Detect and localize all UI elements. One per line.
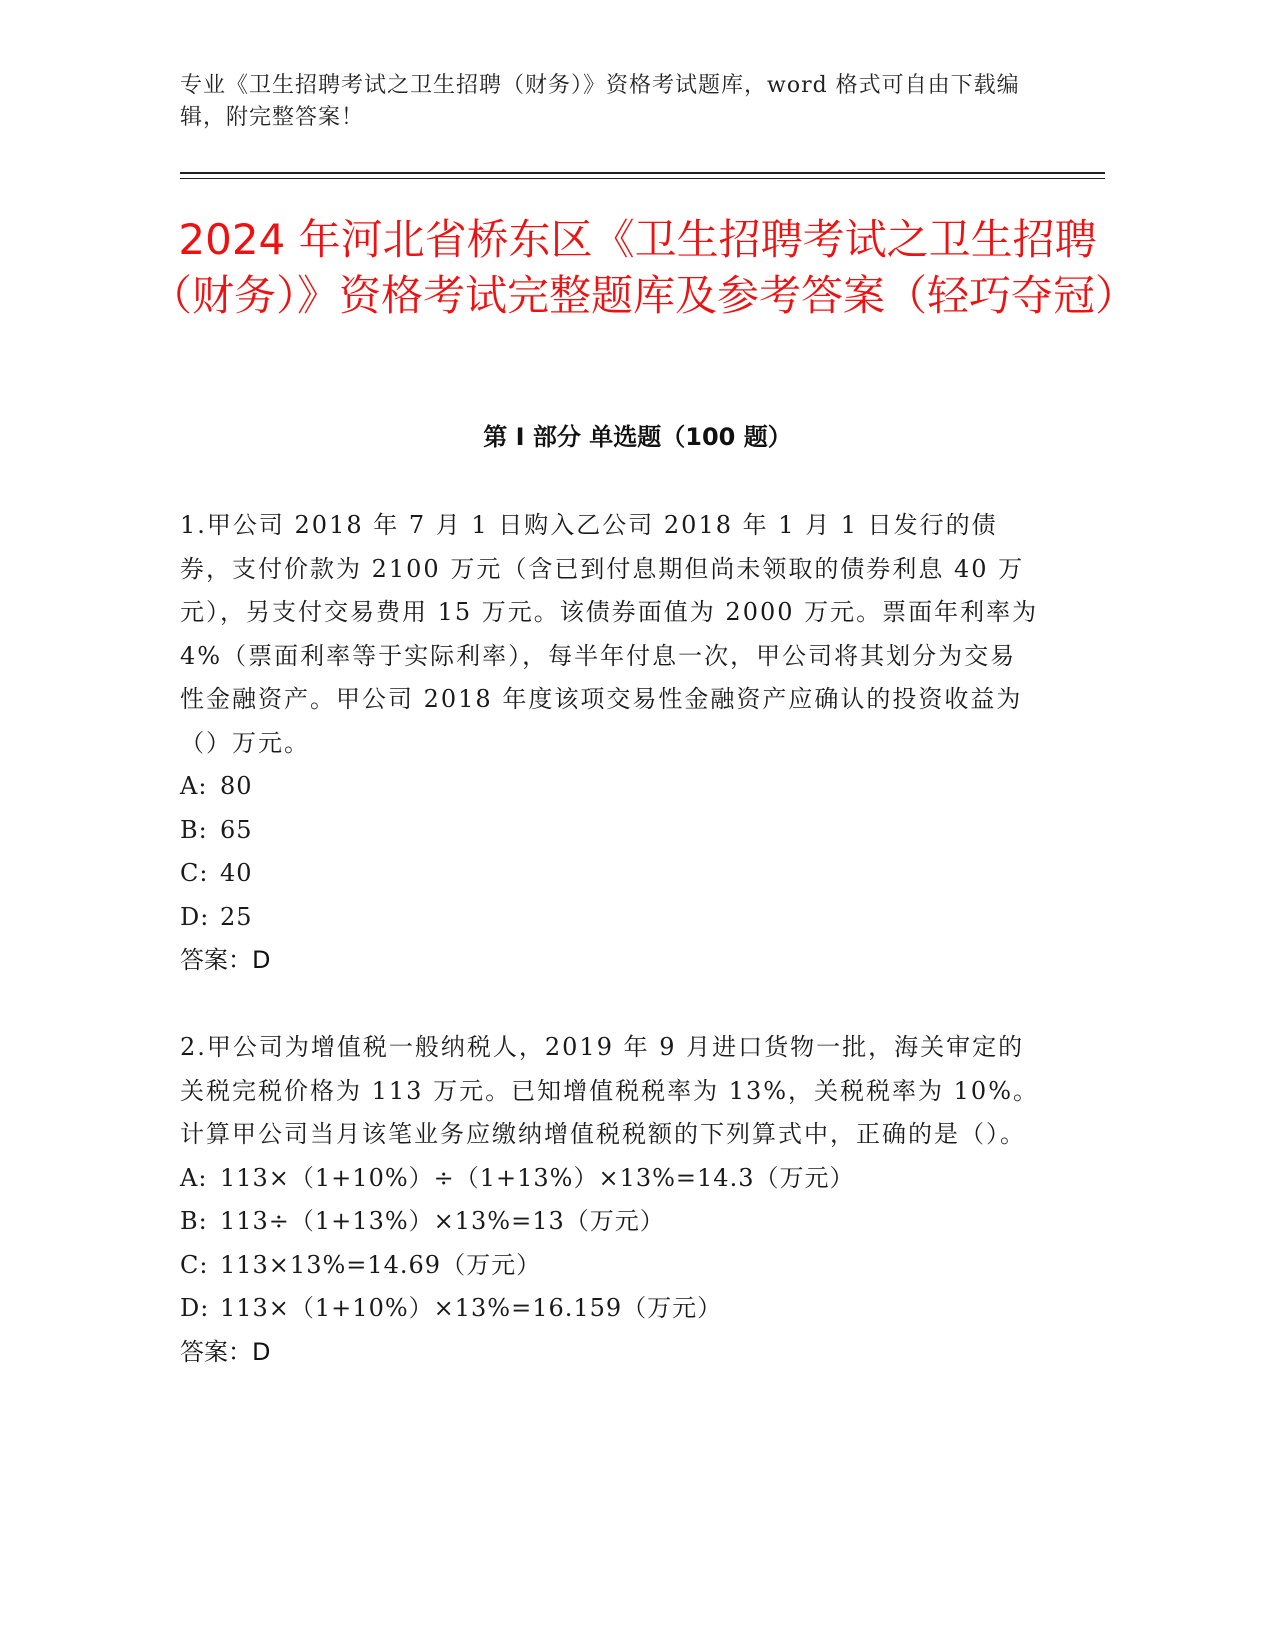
option-key: D:	[180, 1294, 210, 1322]
option-b	[180, 809, 1040, 853]
option-text: 40	[220, 859, 253, 887]
option-key: B:	[180, 1207, 208, 1235]
option-text: 113×（1+10%）×13%=16.159（万元）	[220, 1294, 723, 1322]
option-c	[180, 852, 1040, 896]
question-2	[180, 1026, 1040, 1374]
question-stem: 1.甲公司 2018 年 7 月 1 日购入乙公司 2018 年 1 月 1 日发行的债券，支付价款为 2100 万元（含已到付息期但尚未领取的债券利息 40 万元），另支付交易费用 15 万元。该债券面值为 2000 万元。票面年利率为 4%（票面利率等于实际利率），每半年付息一次，甲公司将其划分为交易性金融资产。甲公司 2018 年度该项交易性金融资产应确认的投资收益为（）万元。	[180, 511, 1039, 757]
option-d	[180, 896, 1040, 940]
question-stem: 2.甲公司为增值税一般纳税人，2019 年 9 月进口货物一批，海关审定的关税完税价格为 113 万元。已知增值税税率为 13%，关税税率为 10%。计算甲公司当月该笔业务应缴纳增值税税额的下列算式中，正确的是（）。	[180, 1033, 1040, 1148]
question-1	[180, 504, 1040, 983]
header-divider-thick	[180, 172, 1105, 174]
answer-label: 答案：	[180, 946, 252, 974]
option-a	[180, 1157, 1040, 1201]
option-text: 65	[220, 815, 253, 844]
option-a	[180, 765, 1040, 809]
answer-value: D	[252, 946, 271, 974]
option-text: 25	[220, 902, 253, 931]
option-text: 113×（1+10%）÷（1+13%）×13%=14.3（万元）	[220, 1163, 855, 1192]
option-c	[180, 1244, 1040, 1288]
option-b	[180, 1200, 1040, 1244]
answer-label: 答案：	[180, 1337, 252, 1366]
option-d	[180, 1287, 1040, 1331]
option-key: A:	[180, 1163, 208, 1192]
header-note: 专业《卫生招聘考试之卫生招聘（财务）》资格考试题库，word 格式可自由下载编辑，附完整答案！	[180, 73, 1020, 130]
option-key: A:	[180, 772, 208, 800]
option-text: 113÷（1+13%）×13%=13（万元）	[220, 1207, 665, 1235]
option-key: C:	[180, 1250, 209, 1279]
section-title: 第 I 部分 单选题（100 题）	[483, 423, 792, 451]
option-key: B:	[180, 815, 208, 844]
answer-line	[180, 1331, 1040, 1375]
answer-line	[180, 939, 1040, 983]
header-divider-thin	[180, 178, 1105, 179]
option-text: 113×13%=14.69（万元）	[220, 1250, 542, 1279]
document-title: 2024 年河北省桥东区《卫生招聘考试之卫生招聘（财务）》资格考试完整题库及参考答案（轻巧夺冠）	[150, 215, 1138, 320]
option-key: D:	[180, 902, 210, 931]
option-text: 80	[220, 772, 253, 800]
option-key: C:	[180, 859, 209, 887]
answer-value: D	[252, 1337, 271, 1366]
